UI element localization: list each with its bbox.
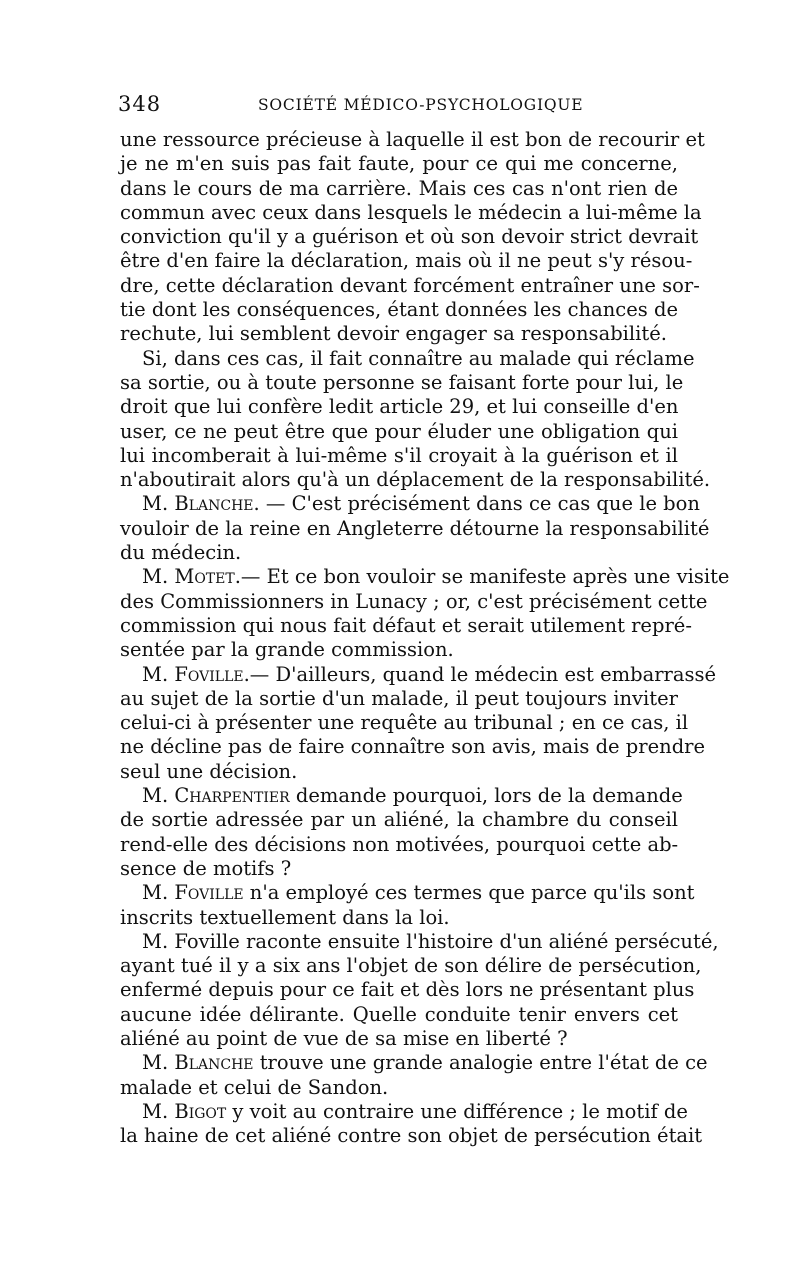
text-line: [120, 1027, 678, 1051]
line-text: n'a employé ces termes que parce qu'ils sont: [243, 881, 695, 905]
page-number: 348: [118, 92, 162, 116]
text-line: [120, 565, 730, 589]
line-text: — C'est précisément dans ce cas que le bon: [259, 492, 700, 516]
text-line: [120, 200, 702, 225]
speaker-name: M. Blanche: [142, 1051, 254, 1075]
line-text: commission qui nous fait défaut et serait utilement repré-: [120, 613, 692, 637]
text-line: [120, 322, 678, 346]
line-text: seul une décision.: [120, 759, 298, 783]
line-text: sa sortie, ou à toute personne se faisant forte pour lui, le: [120, 370, 684, 394]
text-line: [120, 128, 705, 152]
line-text: être d'en faire la déclaration, mais où il ne peut s'y résou-: [120, 249, 693, 273]
line-text: sence de motifs ?: [120, 856, 292, 880]
line-text: n'aboutirait alors qu'à un déplacement de la responsabilité.: [120, 468, 711, 492]
text-line: [120, 711, 689, 735]
text-line: [120, 225, 699, 249]
line-text: y voit au contraire une différence ; le motif de: [226, 1099, 688, 1123]
speaker-name: M. Motet.: [142, 565, 241, 589]
text-line: [120, 1003, 678, 1027]
text-line: [120, 906, 678, 930]
text-line: [120, 1076, 678, 1100]
line-text: celui-ci à présenter une requête au tribunal ; en ce cas, il: [120, 711, 689, 735]
line-text: une ressource précieuse à laquelle il est bon de recourir et: [120, 128, 705, 151]
text-line: [120, 589, 708, 614]
text-line: [120, 735, 706, 759]
text-line: [120, 784, 683, 808]
text-line: [120, 881, 695, 905]
text-line: [120, 954, 702, 978]
line-text: dre, cette déclaration devant forcément entraîner une sor-: [120, 273, 700, 297]
speaker-name: M. Charpentier: [142, 784, 290, 808]
text-line: [120, 760, 678, 784]
line-text: des Commissionners in Lunacy ; or, c'est précisément cette: [120, 589, 708, 613]
line-text: au sujet de la sortie d'un malade, il peut toujours inviter: [120, 686, 678, 710]
line-text: ayant tué il y a six ans l'objet de son délire de persécution,: [120, 954, 702, 978]
text-line: [120, 687, 678, 711]
line-text: sentée par la grande commission.: [120, 638, 454, 662]
text-line: [120, 444, 678, 468]
text-line: [120, 468, 711, 492]
text-line: [120, 370, 684, 395]
text-line: [120, 833, 678, 857]
line-text: demande pourquoi, lors de la demande: [289, 784, 683, 808]
line-text: user, ce ne peut être que pour éluder une obligation qui: [120, 419, 678, 443]
text-line: [120, 929, 719, 954]
line-text: de sortie adressée par un aliéné, la chambre du conseil: [120, 808, 678, 832]
line-text: conviction qu'il y a guérison et où son devoir strict devrait: [120, 225, 699, 249]
text-line: [120, 346, 695, 371]
line-text: trouve une grande analogie entre l'état de ce: [253, 1051, 708, 1075]
text-line: [120, 1099, 688, 1124]
line-text: — D'ailleurs, quand le médecin est embarrassé: [249, 662, 717, 686]
line-text: dans le cours de ma carrière. Mais ces cas n'ont rien de: [120, 176, 678, 200]
line-text: tie dont les conséquences, étant données les chances de: [120, 298, 678, 322]
speaker-name: M. Bigot: [142, 1099, 227, 1123]
line-text: du médecin.: [120, 541, 242, 565]
text-line: [120, 492, 700, 516]
text-line: [120, 1124, 703, 1148]
line-text: malade et celui de Sandon.: [120, 1075, 389, 1099]
line-text: je ne m'en suis pas fait faute, pour ce qui me concerne,: [120, 152, 678, 176]
text-line: [120, 273, 700, 298]
speaker-name: M. Foville: [142, 881, 244, 905]
line-text: rend-elle des décisions non motivées, pourquoi cette ab-: [120, 832, 679, 856]
line-text: M. Foville raconte ensuite l'histoire d'un aliéné persécuté,: [142, 929, 719, 953]
text-line: [120, 249, 693, 273]
line-text: — Et ce bon vouloir se manifeste après une visite: [240, 565, 730, 589]
line-text: commun avec ceux dans lesquels le médecin a lui-même la: [120, 200, 702, 224]
text-line: [120, 177, 678, 201]
line-text: droit que lui confère ledit article 29, et lui conseille d'en: [120, 395, 679, 419]
line-text: rechute, lui semblent devoir engager sa responsabilité.: [120, 322, 667, 346]
line-text: aliéné au point de vue de sa mise en liberté ?: [120, 1026, 568, 1050]
line-text: enfermé depuis pour ce fait et dès lors ne présentant plus: [120, 978, 695, 1002]
text-line: [120, 516, 710, 541]
body-text: [120, 128, 730, 1148]
text-line: [120, 638, 678, 662]
text-line: [120, 662, 717, 687]
line-text: vouloir de la reine en Angleterre détourne la responsabilité: [120, 516, 710, 540]
text-line: [120, 298, 678, 322]
text-line: [120, 152, 678, 176]
text-line: [120, 857, 678, 881]
text-line: [120, 1051, 708, 1075]
text-line: [120, 613, 692, 638]
line-text: ne décline pas de faire connaître son avis, mais de prendre: [120, 735, 706, 759]
text-line: [120, 541, 678, 565]
line-text: la haine de cet aliéné contre son objet de persécution était: [120, 1124, 703, 1148]
line-text: lui incomberait à lui-même s'il croyait à la guérison et il: [120, 443, 678, 467]
text-line: [120, 395, 678, 419]
text-line: [120, 808, 678, 832]
page-header: [118, 92, 678, 118]
line-text: aucune idée délirante. Quelle conduite tenir envers cet: [120, 1002, 678, 1026]
speaker-name: M. Blanche.: [142, 492, 260, 516]
running-head: SOCIÉTÉ MÉDICO-PSYCHOLOGIQUE: [258, 96, 584, 114]
line-text: Si, dans ces cas, il fait connaître au malade qui réclame: [142, 346, 695, 370]
speaker-name: M. Foville.: [142, 662, 250, 686]
line-text: inscrits textuellement dans la loi.: [120, 905, 450, 929]
text-line: [120, 978, 695, 1002]
text-line: [120, 420, 678, 444]
